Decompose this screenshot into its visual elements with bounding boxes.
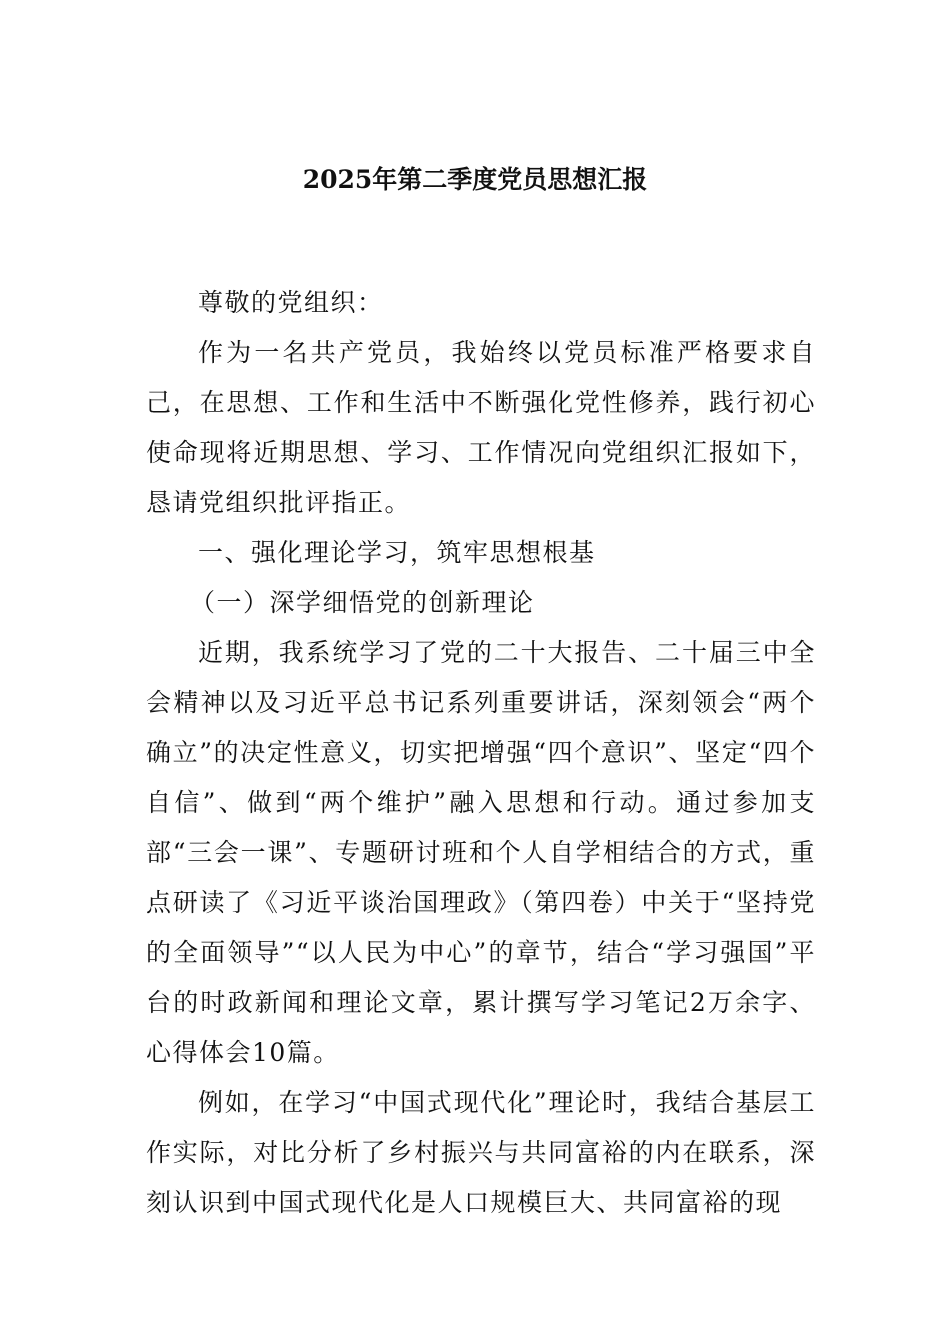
paragraph-example: 例如，在学习“中国式现代化”理论时，我结合基层工作实际，对比分析了乡村振兴与共同富裕的内在联系，深刻认识到中国式现代化是人口规模巨大、共同富裕的现 <box>146 1088 816 1217</box>
document-body <box>146 278 816 1228</box>
salutation: 尊敬的党组织： <box>198 288 384 317</box>
document-title: 2025年第二季度党员思想汇报 <box>302 165 648 194</box>
paragraph-intro: 作为一名共产党员，我始终以党员标准严格要求自己，在思想、工作和生活中不断强化党性修养，践行初心使命现将近期思想、学习、工作情况向党组织汇报如下，恳请党组织批评指正。 <box>146 338 816 517</box>
subsection-heading-1: （一）深学细悟党的创新理论 <box>190 588 535 617</box>
section-heading-1: 一、强化理论学习，筑牢思想根基 <box>198 538 596 567</box>
paragraph-study: 近期，我系统学习了党的二十大报告、二十届三中全会精神以及习近平总书记系列重要讲话，深刻领会“两个确立”的决定性意义，切实把增强“四个意识”、坚定“四个自信”、做到“两个维护”融入思想和行动。通过参加支部“三会一课”、专题研讨班和个人自学相结合的方式，重点研读了《习近平谈治国理政》（第四卷）中关于“坚持党的全面领导”“以人民为中心”的章节，结合“学习强国”平台的时政新闻和理论文章，累计撰写学习笔记2万余字、心得体会10篇。 <box>146 638 816 1067</box>
